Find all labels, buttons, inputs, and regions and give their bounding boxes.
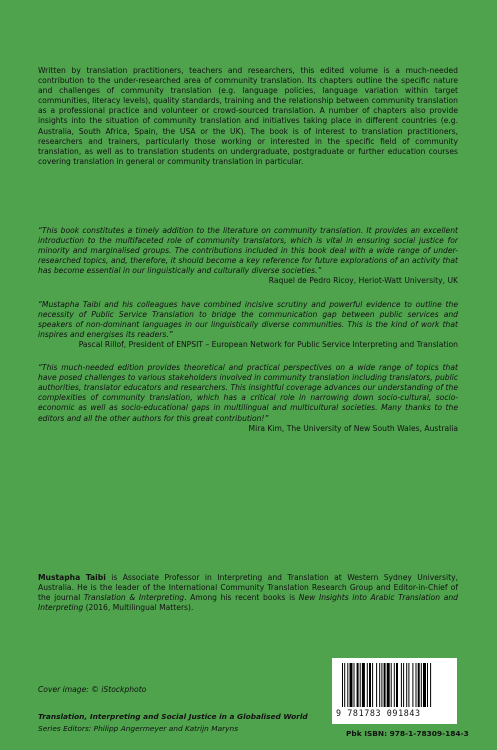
barcode-bar [401, 663, 402, 707]
barcode-bar [412, 663, 413, 707]
barcode-bar [360, 663, 361, 707]
barcode-bar [369, 663, 371, 707]
barcode-bar [427, 663, 428, 707]
author-bio-text: is Associate Professor in Interpreting and Translation at Western Sydney University, Australia. He is the leader of the International Community Translation Research Group and Editor-in-Chief of the journal [38, 573, 458, 603]
author-bio [38, 573, 458, 613]
barcode-bar [418, 663, 420, 707]
barcode-bar [416, 663, 417, 707]
endorsements [38, 226, 458, 447]
series-editors-label: Series Editors: [38, 724, 92, 733]
series-editors-names: Philipp Angermeyer and Katrijn Maryns [93, 724, 239, 733]
endorsement-3 [38, 363, 458, 434]
endorsement-2 [38, 300, 458, 350]
barcode-bar [354, 663, 355, 707]
endorsement-attribution: Pascal Rillof, President of ENPSIT – European Network for Public Service Interpreting and Translation [78, 339, 458, 349]
barcode-bar [347, 663, 348, 707]
endorsement-attribution: Raquel de Pedro Ricoy, Heriot-Watt University, UK [268, 276, 458, 286]
barcode-bar [403, 663, 404, 707]
isbn-barcode [332, 658, 457, 724]
book-blurb: Written by translation practitioners, teachers and researchers, this edited volume is a much-needed contribution to the under-researched area of community translation. Its chapters outline the specific nature and challenges of community translation (e.g. language policies, language variation within target communities, literacy levels), quality standards, training and the relationship between community translation as a professional practice and volunteer or crowd-sourced translation. A number of chapters also provide insights into the situation of community translation and initiatives taking place in different countries (e.g. Australia, South Africa, Spain, the USA or the UK). The book is of interest to translation practitioners, researchers and trainers, particularly those working or interested in the specific field of community translation, as well as to translation students on undergraduate, postgraduate or further education courses covering translation in general or community translation in particular. [38, 66, 458, 166]
barcode-bar [408, 663, 409, 707]
cover-image-credit: Cover image: © iStockphoto [38, 685, 147, 694]
barcode-bar [396, 663, 398, 707]
endorsement-1 [38, 226, 458, 287]
barcode-digits: 9 781783 091843 [336, 708, 421, 718]
barcode-bar [430, 663, 431, 707]
endorsement-text: “This much-needed edition provides theoretical and practical perspectives on a wide range of topics that have posed challenges to various stakeholders involved in community translation including translators, public authorities, translator educators and researchers. This insightful coverage advances our understanding of the complexities of community translation, which has a critical role in narrowing down socio-cultural, socio-economic as well as socio-educational gaps in multilingual and multicultural societies. Many thanks to the editors and all the other authors for this great contribution!” [38, 363, 458, 423]
barcode-bar [362, 663, 365, 707]
series-title: Translation, Interpreting and Social Justice in a Globalised World [38, 712, 308, 721]
barcode-bar [406, 663, 407, 707]
journal-title: Translation & Interpreting [83, 593, 185, 603]
endorsement-text: “This book constitutes a timely addition to the literature on community translation. It provides an excellent introduction to the multifaceted role of community translators, which is vital in ensuring social justice for minority and marginalised groups. The contributions included in this book deal with a wide range of under-researched topics, and, therefore, it should become a key reference for future explorations of an activity that has become essential in our linguistically and culturally diverse societies.” [38, 226, 458, 276]
barcode-bar [376, 663, 377, 707]
recent-book-title: New Insights into Arabic Translation and Interpreting [38, 593, 458, 613]
barcode-bar [350, 663, 353, 707]
barcode-bar [423, 663, 426, 707]
author-bio-text: . Among his recent books is [184, 593, 299, 603]
barcode-bar [372, 663, 373, 707]
barcode-bar [384, 663, 386, 707]
barcode-bar [387, 663, 390, 707]
barcode-bar [394, 663, 395, 707]
author-bio-text: (2016, Multilingual Matters). [83, 603, 194, 613]
isbn-label: Pbk ISBN: 978-1-78309-184-3 [346, 729, 469, 738]
series-editors [38, 724, 238, 733]
endorsement-attribution: Mira Kim, The University of New South Wales, Australia [248, 423, 458, 433]
barcode-bar [391, 663, 392, 707]
barcode-bar [342, 663, 343, 707]
barcode-bar [381, 663, 382, 707]
barcode-bar [357, 663, 359, 707]
barcode-bars [342, 663, 448, 707]
endorsement-text: “Mustapha Taibi and his colleagues have combined incisive scrutiny and powerful evidence to outline the necessity of Public Service Translation to bridge the communication gap between public services and speakers of non-dominant languages in our linguistically diverse communities. This is the kind of work that inspires and energises its readers.” [38, 299, 458, 339]
barcode-bar [344, 663, 345, 707]
barcode-bar [367, 663, 368, 707]
author-name: Mustapha Taibi [38, 573, 106, 582]
barcode-bar [421, 663, 422, 707]
barcode-bar [379, 663, 380, 707]
